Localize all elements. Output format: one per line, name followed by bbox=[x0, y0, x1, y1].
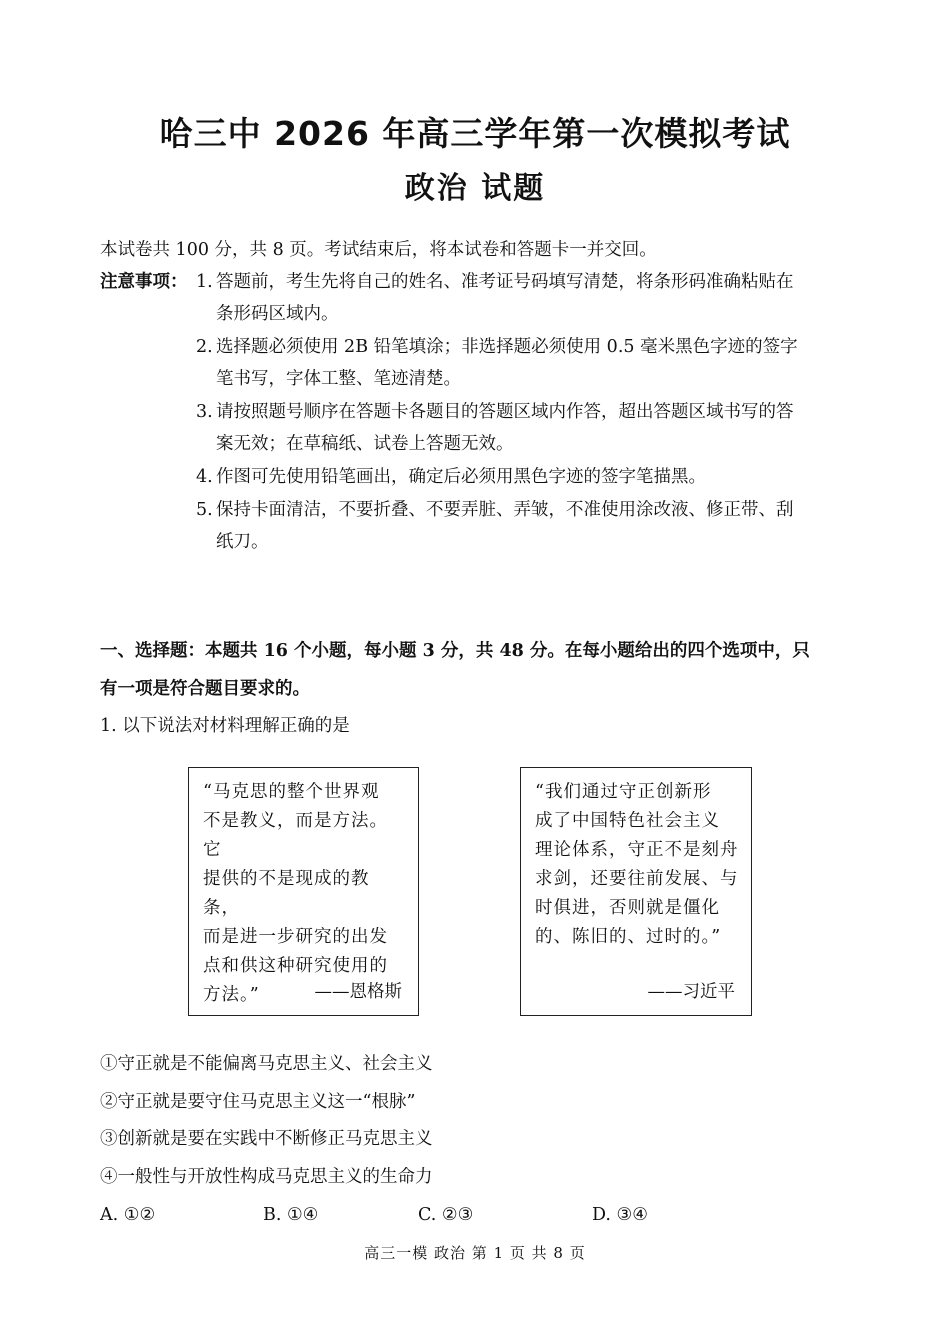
question-stem: 1. 以下说法对材料理解正确的是 bbox=[100, 716, 350, 736]
quote-line: 点和供这种研究使用的 bbox=[203, 956, 388, 976]
option-c: C. ②③ bbox=[418, 1205, 474, 1225]
exam-title: 哈三中 2026 年高三学年第一次模拟考试 bbox=[159, 114, 791, 153]
note-line: 答题前，考生先将自己的姓名、准考证号码填写清楚，将条形码准确粘贴在 bbox=[216, 272, 794, 292]
exam-intro: 本试卷共 100 分，共 8 页。考试结束后，将本试卷和答题卡一并交回。 bbox=[100, 240, 657, 260]
option-d: D. ③④ bbox=[592, 1205, 648, 1225]
notes-label: 注意事项： bbox=[100, 272, 188, 292]
quote-line: 理论体系，守正不是刻舟 bbox=[535, 840, 739, 860]
quote-line: 成了中国特色社会主义 bbox=[535, 811, 720, 831]
quote-author: ——恩格斯 bbox=[314, 982, 402, 1002]
note-number: 5. bbox=[196, 500, 213, 520]
note-line: 笔书写，字体工整、笔迹清楚。 bbox=[216, 369, 461, 389]
note-line: 条形码区域内。 bbox=[216, 304, 339, 324]
quote-line: 方法。” bbox=[203, 985, 260, 1005]
quote-box-xi bbox=[520, 767, 752, 1016]
note-number: 3. bbox=[196, 402, 213, 422]
option-a: A. ①② bbox=[100, 1205, 156, 1225]
note-line: 选择题必须使用 2B 铅笔填涂；非选择题必须使用 0.5 毫米黑色字迹的签字 bbox=[216, 337, 798, 357]
quote-line: “我们通过守正创新形 bbox=[535, 782, 712, 802]
quote-line: 而是进一步研究的出发 bbox=[203, 927, 388, 947]
page-footer: 高三一模 政治 第 1 页 共 8 页 bbox=[364, 1244, 586, 1262]
quote-line: 的、陈旧的、过时的。” bbox=[535, 927, 722, 947]
note-line: 纸刀。 bbox=[216, 532, 269, 552]
section-heading-line: 有一项是符合题目要求的。 bbox=[100, 679, 310, 699]
quote-line: 时俱进，否则就是僵化 bbox=[535, 898, 720, 918]
quote-line: “马克思的整个世界观 bbox=[203, 782, 380, 802]
quote-author: ——习近平 bbox=[647, 982, 735, 1002]
quote-line: 不是教义，而是方法。它 bbox=[203, 811, 388, 860]
note-number: 1. bbox=[196, 272, 213, 292]
statement: ①守正就是不能偏离马克思主义、社会主义 bbox=[100, 1054, 433, 1074]
note-line: 案无效；在草稿纸、试卷上答题无效。 bbox=[216, 434, 514, 454]
exam-subject-title: 政治 试题 bbox=[404, 171, 546, 206]
quote-line: 求剑，还要往前发展、与 bbox=[535, 869, 739, 889]
statement: ③创新就是要在实践中不断修正马克思主义 bbox=[100, 1129, 433, 1149]
note-line: 保持卡面清洁，不要折叠、不要弄脏、弄皱，不准使用涂改液、修正带、刮 bbox=[216, 500, 794, 520]
note-number: 4. bbox=[196, 467, 213, 487]
note-line: 作图可先使用铅笔画出，确定后必须用黑色字迹的签字笔描黑。 bbox=[216, 467, 706, 487]
quote-box-engels bbox=[188, 767, 419, 1016]
quote-line: 提供的不是现成的教条， bbox=[203, 869, 370, 918]
statement: ④一般性与开放性构成马克思主义的生命力 bbox=[100, 1167, 433, 1187]
section-heading-line: 一、选择题：本题共 16 个小题，每小题 3 分，共 48 分。在每小题给出的四个选项中，只 bbox=[100, 641, 810, 661]
note-line: 请按照题号顺序在答题卡各题目的答题区域内作答，超出答题区域书写的答 bbox=[216, 402, 794, 422]
statement: ②守正就是要守住马克思主义这一“根脉” bbox=[100, 1092, 416, 1112]
note-number: 2. bbox=[196, 337, 213, 357]
option-b: B. ①④ bbox=[263, 1205, 319, 1225]
